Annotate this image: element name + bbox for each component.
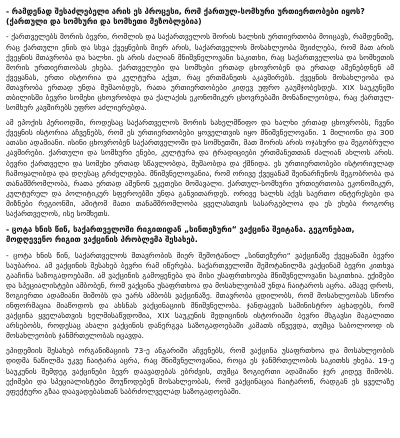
interview-question-1: - რამდენად შესაძლებელი არის ეს პროცესი, რომ ქართულ-სომხური ურთიერთობები იყოს? (ქართული და სომხური და სომხეთი მეზობლებია)	[6, 7, 365, 27]
interview-answer-2: ამ ეპოქის პერიოდში, როდესაც საქართველოს შორის სახელმწიფო და ხალხი ერთად ცხოვრობს, ჩვენი ქვეყნის ისტორია აჩვენებს, რომ ეს ურთიერთობები ყოველთვის იყო მნიშვნელოვანი. 1 მილიონი და 300 ათასი ადამიანი. ისინი ცხოვრობენ საქართველოში და სომხეთში, მათ შორის არის ოჯახური და მეგობრული კავშირები. ქართული და სომხური ენები, კულტურა და ტრადიციები ერთმანეთთან ძალიან ახლოს არის. ბევრი ქართველი და სომეხი ერთად სწავლობდა, მუშაობდა და ქმნიდა. ეს ურთიერთობები ისტორიულად ჩამოყალიბდა და დღესაც გრძელდება. მნიშვნელოვანია, რომ ორივე ქვეყანამ შეინარჩუნოს მეგობრობა და თანამშრომლობა, რათა ერთად აშენონ უკეთესი მომავალი. ქართულ-სომხური ურთიერთობა ეკონომიკურ, კულტურულ და პოლიტიკურ სფეროებში უნდა განვითარდეს. ორივე ხალხს აქვს საერთო ინტერესები და მიზნები რეგიონში, ამიტომ მათი თანამშრომლობა ყველასთვის სასარგებლოა და ეს ეხება როგორც საქართველოს, ისე სომხეთს.	[6, 118, 394, 218]
interview-question-2: - ცოტა ხნის წინ, საქართველოში რიგითიდან „სინთეზური“ ვაქცინა შეიტანა. გეგონებათ, მოდღევენო რიგით ვაქცინის პრობლემა შესახებ.	[6, 225, 355, 245]
interview-answer-4: ეპიდემიის შესახებ ორგანიზაციის 73-ე ანგარიში აჩვენებს, რომ ვაქცინა უსაფრთხოა და მოსახლეობის დიდმა ნაწილმა უკვე ჩაიტარა აცრა, რაც მნიშვნელოვანია, როცა ეს ჯანმრთელობის საკითხს ეხება. 19-ე საუკუნის შემდეგ ვაქცინები ბევრ დაავადებას ებრძვის, თუმცა ზოგიერთი ადამიანი ჯერ კიდევ შიშობს. ექიმები და სპეციალისტები მოუწოდებენ მოსახლეობას, რომ ვაქცინაცია ჩაიტარონ, რადგან ეს ყველაზე ეფექტური გზაა დაავადებასთან საბრძოლველად საზოგადოებაში.	[6, 346, 394, 396]
interview-answer-1: - ქართველებს შორის ბევრი, რომლის და საქართველოს შორის ხალხის ურთიერთობა მოიცავს, რამდენიმე, რაც ქართული ენის და სხვა ქვეყნების მიერ არის, საქართველოს მოსახლეობა შეიძლება, რომ მათ არის ქვეყნის მთავრობა და ხალხი. ეს არის ძალიან მნიშვნელოვანი საკითხი, რაც საქართველოსა და სომხეთის შორის ურთიერთობას ეხება. ქართველები და სომხები ერთად ცხოვრობენ და ერთად აშენებდნენ ამ ქვეყანას, ერთი ისტორია და კულტურა აქვთ, რაც ერთმანეთს აკავშირებს. ქვეყნის მოსახლეობა და მთავრობა ერთად უნდა მუშაობდეს, რათა ურთიერთობები კიდევ უფრო გაუმჯობესდეს. XIX საუკუნეში თბილისში ბევრი სომეხი ცხოვრობდა და ქალაქის ეკონომიკურ ცხოვრებაში მონაწილეობდა, რაც ქართულ-სომხურ კავშირებს უფრო აძლიერებდა.	[6, 32, 394, 113]
interview-answer-3: - ცოტა ხნის წინ, საქართველოს მთავრობის მიერ შემოტანილ „სინთეზური“ ვაქცინაზე ქვეყანაში ბევრი საუბარია. ამ ვაქცინის შესახებ ბევრი რამ იწერება. საქართველოში შემოტანილმა ვაქცინამ ბევრი კითხვა გააჩინა საზოგადოებაში. ამ ვაქცინის გამოყენება და მისი უსაფრთხოება მნიშვნელოვანი საკითხია. ექიმები და სპეციალისტები ამბობენ, რომ ვაქცინა უსაფრთხოა და მოსახლეობამ უნდა ჩაიტაროს აცრა. ამავე დროს, ზოგიერთი ადამიანი შიშობს და უარს ამბობს ვაქცინაზე. მთავრობა ცდილობს, რომ მოსახლეობას სწორი ინფორმაცია მიაწოდოს და ახსნას ვაქცინაციის მნიშვნელობა. ჯანდაცვის სამინისტრო აცხადებს, რომ ვაქცინა ყველასთვის ხელმისაწვდომია, XIX საუკუნის მედიცინის ისტორიაში ბევრი მსგავსი მაგალითი არსებობს, როდესაც ახალი ვაქცინის დანერგვა საზოგადოებაში კამათს იწვევდა, თუმცა საბოლოოდ ის მოსახლეობის ჯანმრთელობას იცავდა.	[6, 250, 394, 341]
